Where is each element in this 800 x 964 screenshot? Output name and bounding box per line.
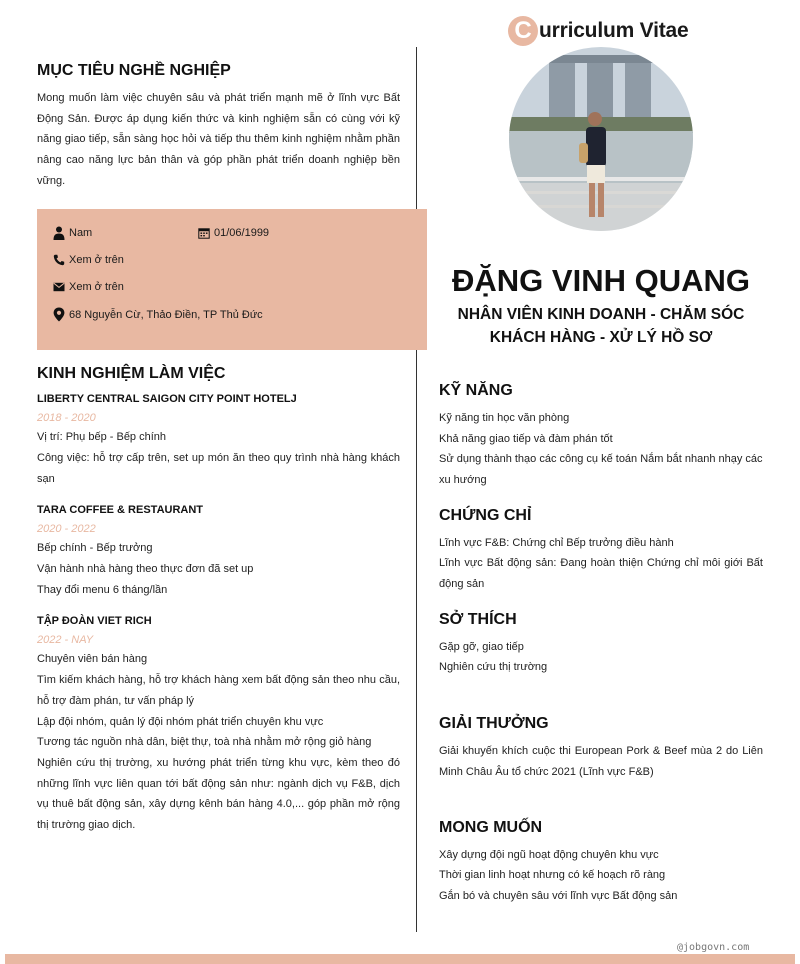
gender-value: Nam bbox=[69, 227, 93, 239]
profile-photo bbox=[509, 47, 693, 231]
award-item: Giải khuyến khích cuộc thi European Pork & Beef mùa 2 do Liên Minh Châu Âu tổ chức 2021 (Lĩnh vực F&B) bbox=[439, 745, 763, 778]
location-pin-icon bbox=[53, 307, 65, 322]
certificates-title: CHỨNG CHỈ bbox=[439, 507, 532, 524]
address-row bbox=[53, 307, 263, 322]
logo-letter: C bbox=[508, 16, 538, 46]
job-3-line: Tìm kiếm khách hàng, hỗ trợ khách hàng xem bất động sản theo nhu cầu, hỗ trợ đàm phán, tư vấn pháp lý bbox=[37, 674, 400, 707]
hobby-item: Nghiên cứu thị trường bbox=[439, 661, 548, 673]
objective-text: Mong muốn làm việc chuyên sâu và phát triển mạnh mẽ ở lĩnh vực Bất Động Sản. Được áp dụng kiến thức và kinh nghiệm sẵn có cùng với kỹ năng giao tiếp, sẵn sàng học hỏi và tiếp thu thêm kinh nghiệm nhằm phần nâng cao năng lực bản thân và góp phần phát triển doanh nghiệp bền vững. bbox=[37, 92, 400, 187]
certificate-item: Lĩnh vực F&B: Chứng chỉ Bếp trưởng điều hành bbox=[439, 537, 674, 549]
experience-title: KINH NGHIỆM LÀM VIỆC bbox=[37, 365, 226, 382]
job-1-line: Công việc: hỗ trợ cấp trên, set up món ăn theo quy trình nhà hàng khách sạn bbox=[37, 452, 400, 485]
gender-row bbox=[53, 226, 92, 240]
wishes-title: MONG MUỐN bbox=[439, 819, 543, 836]
address-value: 68 Nguyễn Cừ, Thảo Điền, TP Thủ Đức bbox=[69, 308, 263, 321]
job-3-line: Nghiên cứu thị trường, xu hướng phát triển từng khu vực, kèm theo đó những lĩnh vực liên quan tới bất động sản như: ngành dịch vụ F&B, dịch vụ thuê bất động sản, xây dựng kênh bán hàng 4.0,... góp phần mở rộng thị trường giao dịch. bbox=[37, 757, 400, 832]
job-title-line: KHÁCH HÀNG - XỬ LÝ HỒ SƠ bbox=[489, 329, 713, 346]
hobby-item: Gặp gỡ, giao tiếp bbox=[439, 641, 524, 653]
watermark: @jobgovn.com bbox=[677, 942, 750, 953]
job-title-line: NHÂN VIÊN KINH DOANH - CHĂM SÓC bbox=[457, 306, 745, 323]
birthday-value: 01/06/1999 bbox=[214, 227, 270, 239]
awards-title: GIẢI THƯỞNG bbox=[439, 715, 549, 732]
wish-item: Gắn bó và chuyên sâu với lĩnh vực Bất động sản bbox=[439, 890, 678, 902]
certificate-item: Lĩnh vực Bất động sản: Đang hoàn thiện Chứng chỉ môi giới Bất động sản bbox=[439, 557, 763, 590]
skill-item: Sử dụng thành thạo các công cụ kế toán Nắm bắt nhanh nhạy các xu hướng bbox=[439, 453, 763, 486]
job-title bbox=[440, 303, 762, 349]
phone-icon bbox=[53, 254, 65, 266]
email-row bbox=[53, 281, 124, 293]
skills-title: KỸ NĂNG bbox=[439, 382, 513, 399]
job-2-company: TARA COFFEE & RESTAURANT bbox=[37, 504, 204, 516]
job-3-line: Tương tác nguồn nhà dân, biệt thự, toà nhà nhằm mở rộng giỏ hàng bbox=[37, 736, 372, 748]
person-icon bbox=[53, 226, 65, 240]
job-1-line: Vị trí: Phụ bếp - Bếp chính bbox=[37, 431, 167, 443]
job-3-line: Lập đội nhóm, quản lý đội nhóm phát triển chuyên khu vực bbox=[37, 716, 324, 728]
phone-value: Xem ở trên bbox=[69, 254, 124, 266]
job-2-period: 2020 - 2022 bbox=[37, 523, 96, 535]
envelope-icon bbox=[53, 282, 65, 292]
job-3-company: TẬP ĐOÀN VIET RICH bbox=[37, 615, 152, 627]
calendar-icon bbox=[198, 227, 210, 239]
logo-text: urriculum Vitae bbox=[539, 19, 689, 42]
footer-bar bbox=[5, 954, 795, 964]
skill-item: Kỹ năng tin học văn phòng bbox=[439, 412, 570, 424]
wish-item: Thời gian linh hoạt nhưng có kế hoạch rõ ràng bbox=[439, 869, 666, 881]
hobbies-title: SỞ THÍCH bbox=[439, 611, 517, 628]
birthday-row bbox=[198, 227, 269, 239]
column-divider bbox=[416, 47, 417, 932]
personal-info-box bbox=[37, 209, 427, 350]
skill-item: Khả năng giao tiếp và đàm phán tốt bbox=[439, 433, 613, 445]
job-1-company: LIBERTY CENTRAL SAIGON CITY POINT HOTELJ bbox=[37, 393, 297, 405]
job-3-line: Chuyên viên bán hàng bbox=[37, 653, 148, 665]
wish-item: Xây dựng đội ngũ hoạt động chuyên khu vực bbox=[439, 849, 659, 861]
phone-row bbox=[53, 254, 124, 266]
job-2-line: Thay đổi menu 6 tháng/lần bbox=[37, 584, 168, 596]
job-3-period: 2022 - NAY bbox=[37, 634, 94, 646]
email-value: Xem ở trên bbox=[69, 281, 124, 293]
cv-logo bbox=[508, 14, 689, 48]
objective-title: MỤC TIÊU NGHỀ NGHIỆP bbox=[37, 62, 231, 79]
job-2-line: Bếp chính - Bếp trưởng bbox=[37, 542, 153, 554]
job-2-line: Vận hành nhà hàng theo thực đơn đã set up bbox=[37, 563, 254, 575]
job-1-period: 2018 - 2020 bbox=[37, 412, 96, 424]
full-name: ĐẶNG VINH QUANG bbox=[452, 263, 750, 298]
